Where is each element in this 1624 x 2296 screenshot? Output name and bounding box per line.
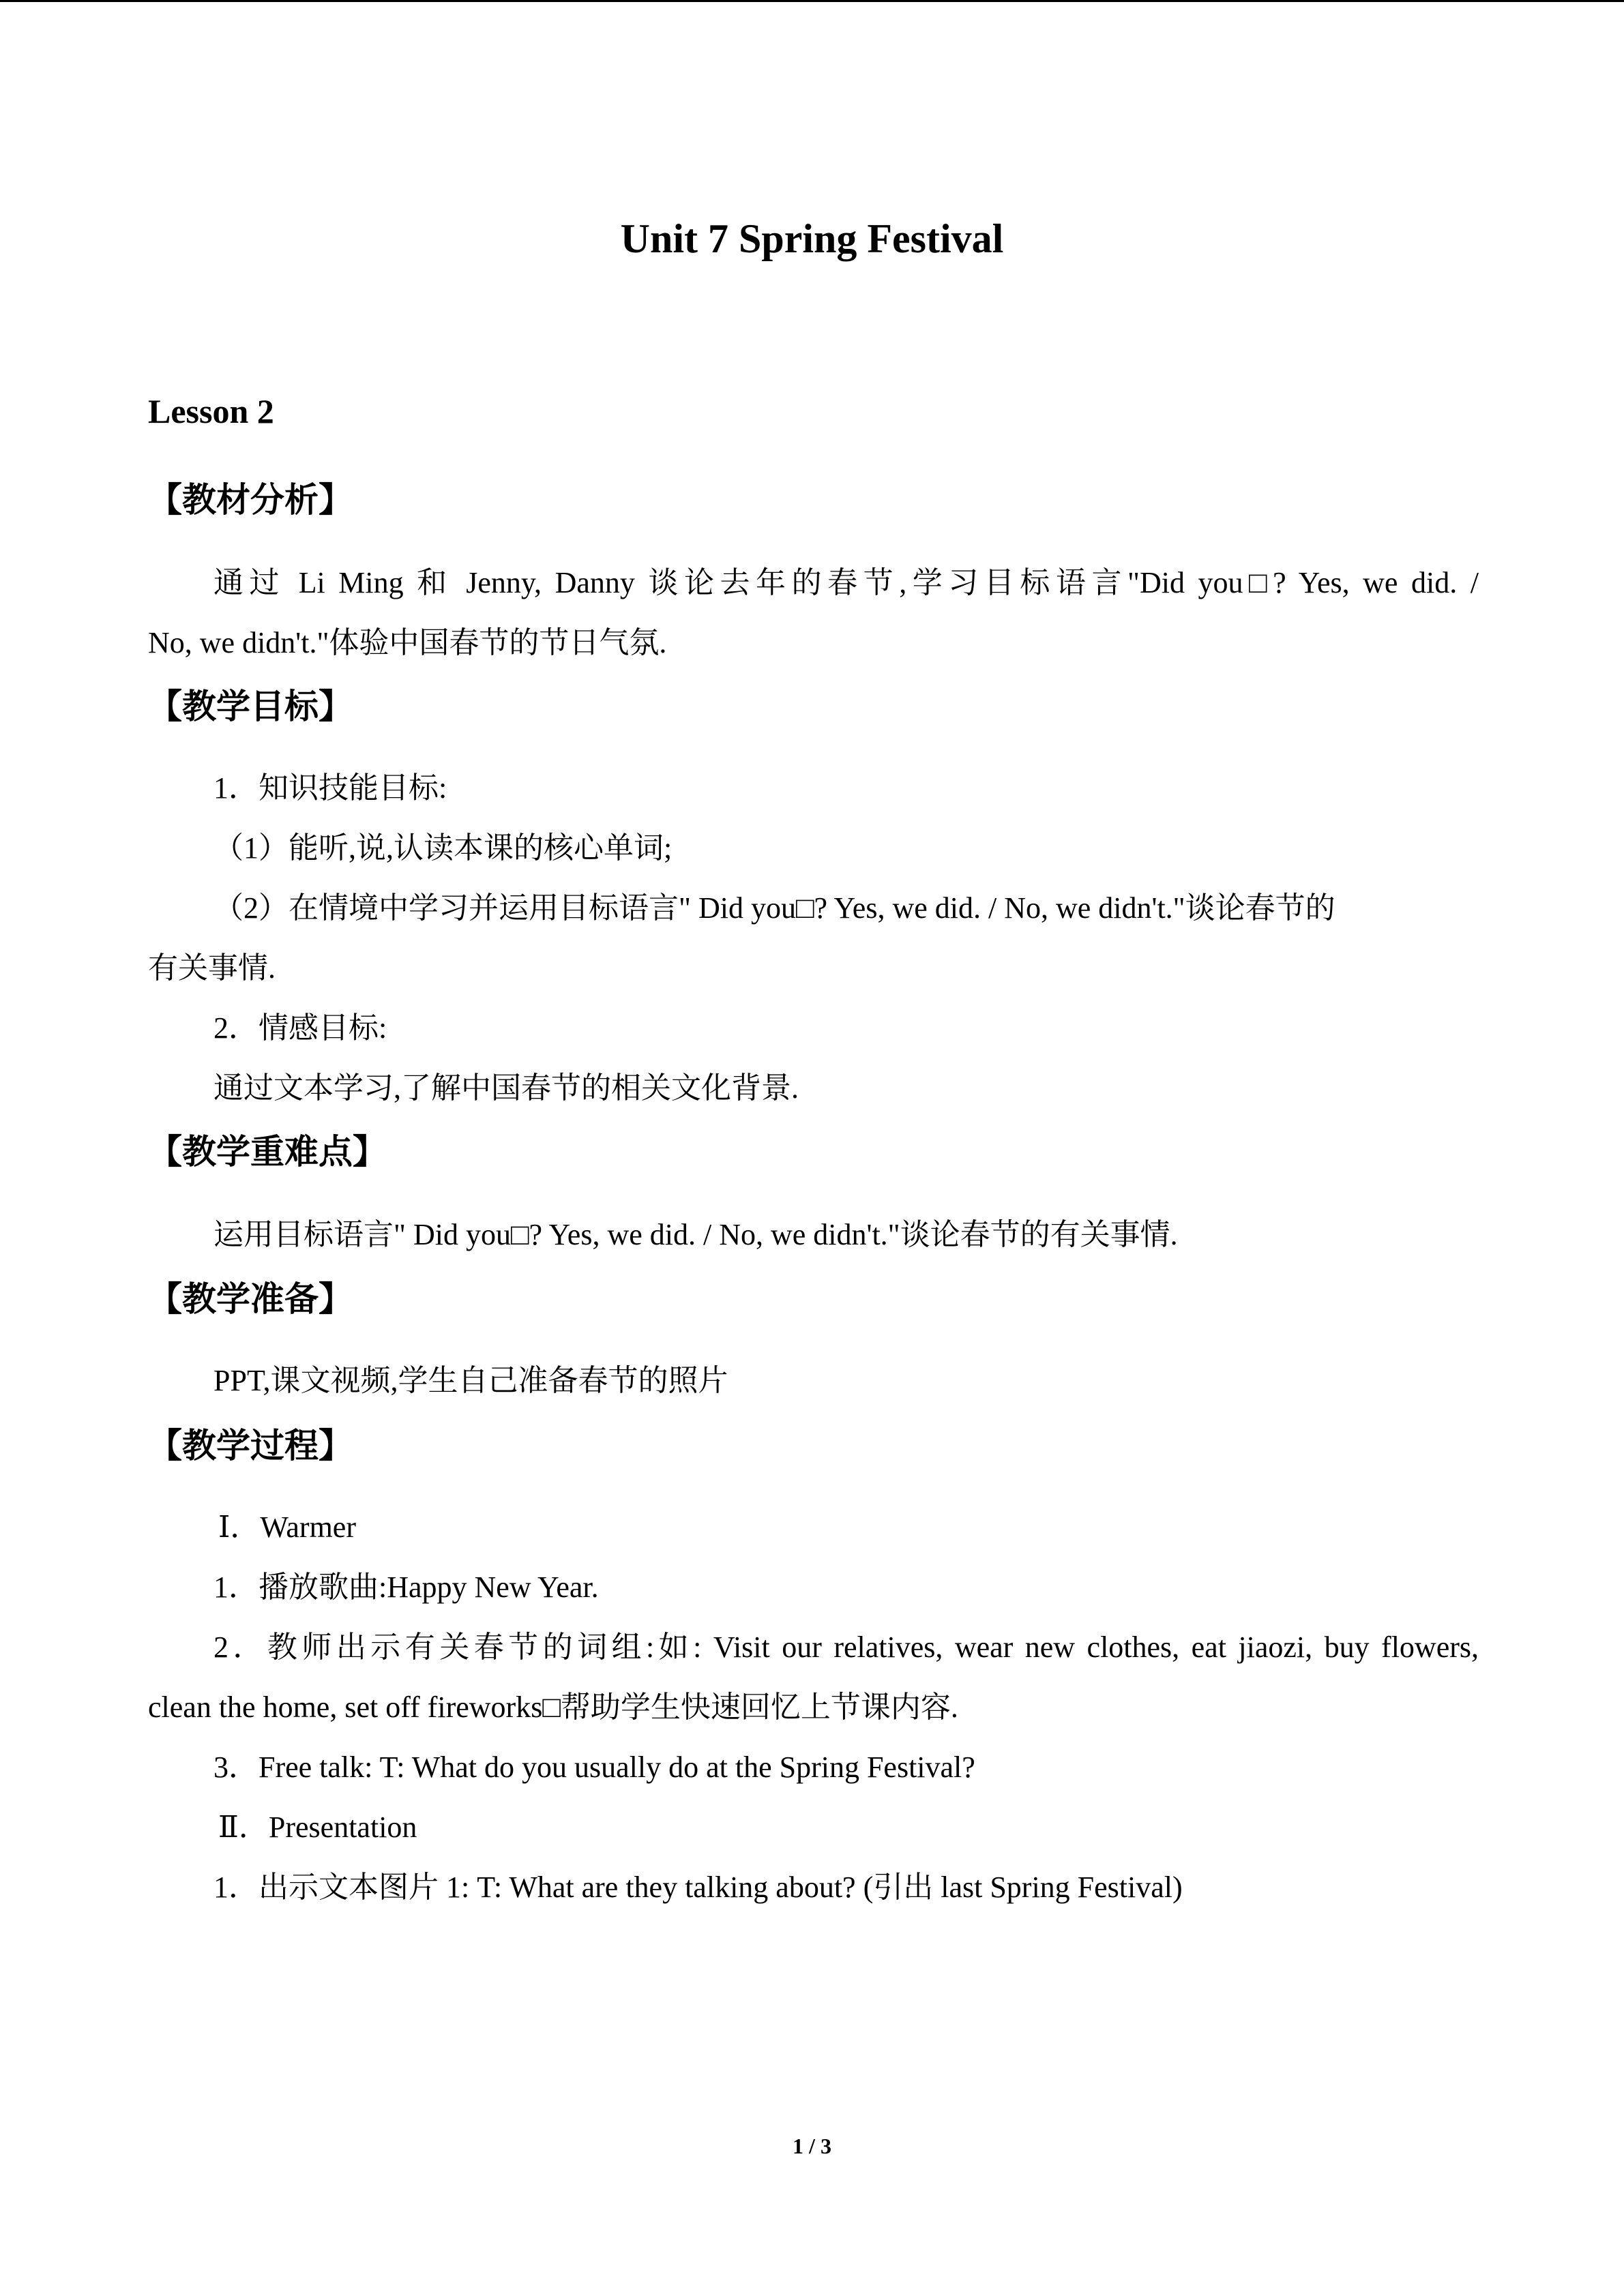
section-heading-objectives: 【教学目标】	[148, 687, 353, 726]
preparation-text: PPT,课文视频,学生自己准备春节的照片	[213, 1364, 728, 1397]
process-presentation-step-1: 1．出示文本图片 1: T: What are they talking about? (引出 last Spring Festival)	[213, 1870, 1183, 1904]
objective-item-1-sub-2-line-1: （2）在情境中学习并运用目标语言" Did you□? Yes, we did. / No, we didn't."谈论春节的	[213, 891, 1335, 925]
process-step-2-line-2: clean the home, set off fireworks□帮助学生快速回忆上节课内容.	[148, 1690, 958, 1724]
objective-item-1-sub-2-line-2: 有关事情.	[148, 951, 276, 985]
analysis-text-line-1: 通过 Li Ming 和 Jenny, Danny 谈论去年的春节,学习目标语言"Did you□? Yes, we did. /	[213, 566, 1479, 599]
section-heading-process: 【教学过程】	[148, 1426, 353, 1465]
document-title: Unit 7 Spring Festival	[620, 216, 1004, 261]
top-border-line	[0, 0, 1624, 2]
analysis-text-line-2: No, we didn't."体验中国春节的节日气氛.	[148, 626, 667, 659]
key-points-text: 运用目标语言" Did you□? Yes, we did. / No, we didn't."谈论春节的有关事情.	[213, 1218, 1178, 1251]
objective-item-1-sub-1: （1）能听,说,认读本课的核心单词;	[213, 831, 673, 865]
process-step-2-line-1: 2．教师出示有关春节的词组:如: Visit our relatives, wear new clothes, eat jiaozi, buy flowers,	[213, 1630, 1479, 1664]
objective-item-1: 1．知识技能目标:	[213, 771, 447, 805]
lesson-label: Lesson 2	[148, 392, 274, 430]
process-warmer-label: Ⅰ．Warmer	[218, 1510, 356, 1544]
section-heading-preparation: 【教学准备】	[148, 1279, 353, 1319]
page-number: 1 / 3	[793, 2134, 831, 2158]
section-heading-analysis: 【教材分析】	[148, 480, 353, 520]
process-step-1: 1．播放歌曲:Happy New Year.	[213, 1570, 599, 1604]
process-presentation-label: Ⅱ．Presentation	[218, 1810, 417, 1844]
objective-item-2: 2．情感目标:	[213, 1011, 387, 1045]
objective-item-2-text: 通过文本学习,了解中国春节的相关文化背景.	[213, 1071, 799, 1105]
section-heading-key-points: 【教学重难点】	[148, 1132, 387, 1172]
process-step-3: 3．Free talk: T: What do you usually do at the Spring Festival?	[213, 1750, 975, 1784]
